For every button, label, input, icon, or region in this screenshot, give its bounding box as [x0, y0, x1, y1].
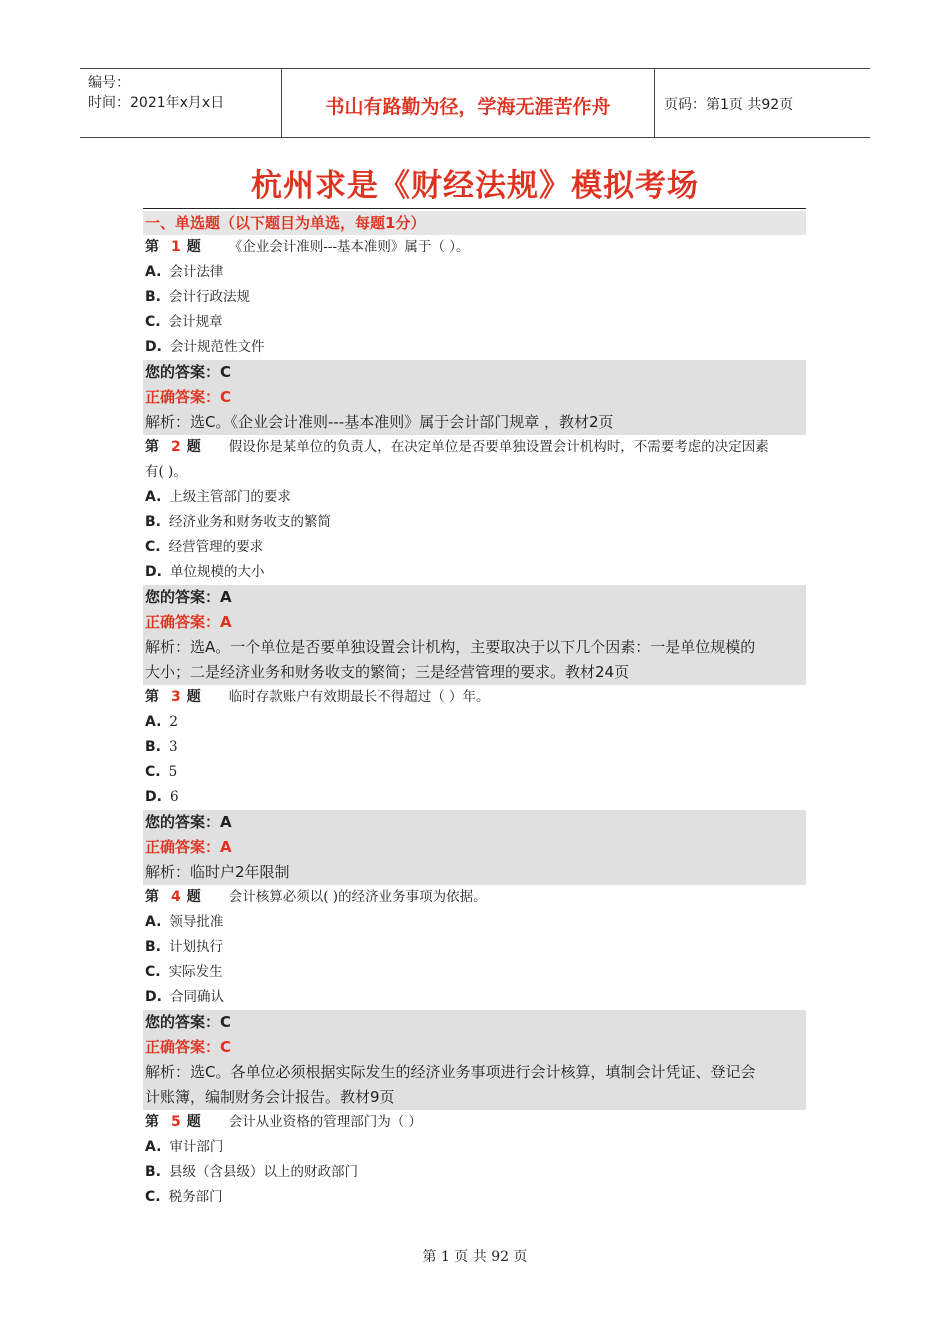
your-answer-label: 您的答案： [145, 1013, 221, 1031]
option-text: 县级（含县级）以上的财政部门 [169, 1164, 358, 1180]
question-suffix: 题 [186, 239, 201, 255]
option-text: 税务部门 [168, 1189, 223, 1205]
answer-option[interactable] [143, 310, 806, 335]
option-text: 单位规模的大小 [169, 564, 265, 580]
question-number [145, 1110, 201, 1135]
option-letter: B. [145, 939, 161, 955]
answer-option[interactable] [143, 960, 806, 985]
correct-answer [143, 1035, 806, 1060]
option-text: 领导批准 [169, 914, 224, 930]
option-text: 2 [169, 714, 179, 730]
correct-answer-value: A [220, 613, 232, 631]
correct-answer-label: 正确答案： [145, 1038, 221, 1056]
correct-answer-value: C [220, 388, 232, 406]
option-letter: C. [145, 1189, 161, 1205]
correct-answer-value: C [220, 1038, 232, 1056]
header-page-cell [654, 69, 870, 137]
question-block [143, 235, 806, 435]
question-suffix: 题 [186, 439, 201, 455]
question-index: 2 [171, 439, 181, 455]
answer-option[interactable] [143, 735, 806, 760]
option-letter: C. [145, 539, 161, 555]
option-text: 6 [169, 789, 179, 805]
answer-option[interactable] [143, 910, 806, 935]
correct-answer [143, 385, 806, 410]
explanation-line: 计账簿，编制财务会计报告。教材9页 [145, 1088, 395, 1106]
explanation-line: 解析：选C。《企业会计准则---基本准则》属于会计部门规章 ，教材2页 [145, 413, 614, 431]
question-number [145, 685, 201, 710]
question-text: 会计核算必须以( )的经济业务事项为依据。 [228, 889, 487, 905]
option-letter: D. [145, 339, 162, 355]
option-letter: B. [145, 289, 161, 305]
question-text-tail: 有( )。 [145, 464, 187, 480]
question-header [143, 1110, 806, 1135]
question-index: 1 [171, 239, 181, 255]
answer-option[interactable] [143, 1185, 806, 1210]
answer-option[interactable] [143, 785, 806, 810]
option-letter: C. [145, 764, 161, 780]
answer-option[interactable] [143, 760, 806, 785]
answer-option[interactable] [143, 335, 806, 360]
correct-answer-value: A [220, 838, 232, 856]
question-block [143, 685, 806, 885]
title-divider [143, 208, 806, 209]
answer-option[interactable] [143, 485, 806, 510]
answer-panel [143, 585, 806, 685]
question-prefix: 第 [145, 239, 159, 255]
option-letter: B. [145, 1164, 161, 1180]
your-answer-value: A [220, 813, 232, 831]
question-header [143, 435, 806, 460]
explanation-line: 解析：临时户2年限制 [145, 863, 290, 881]
question-text-continued [143, 460, 806, 485]
answer-option[interactable] [143, 1135, 806, 1160]
correct-answer-label: 正确答案： [145, 613, 221, 631]
option-text: 合同确认 [169, 989, 224, 1005]
answer-panel [143, 360, 806, 435]
question-index: 3 [171, 689, 181, 705]
option-text: 经营管理的要求 [168, 539, 264, 555]
question-number [145, 885, 201, 910]
explanation-line: 大小；二是经济业务和财务收支的繁简；三是经营管理的要求。教材24页 [145, 663, 630, 681]
answer-option[interactable] [143, 285, 806, 310]
answer-option[interactable] [143, 985, 806, 1010]
question-index: 5 [171, 1114, 181, 1130]
your-answer-label: 您的答案： [145, 363, 221, 381]
option-letter: B. [145, 514, 161, 530]
page-title: 杭州求是《财经法规》模拟考场 [251, 168, 699, 204]
question-prefix: 第 [145, 439, 159, 455]
option-letter: A. [145, 264, 162, 280]
option-text: 3 [169, 739, 178, 755]
header-meta-cell [80, 69, 280, 137]
question-prefix: 第 [145, 689, 159, 705]
option-text: 会计规章 [168, 314, 223, 330]
motto: 书山有路勤为径，学海无涯苦作舟 [325, 96, 611, 118]
your-answer [143, 360, 806, 385]
question-text: 会计从业资格的管理部门为（ ） [228, 1114, 423, 1130]
option-letter: D. [145, 989, 162, 1005]
section-heading: 一、单选题（以下题目为单选，每题1分） [143, 211, 806, 235]
answer-option[interactable] [143, 535, 806, 560]
option-letter: D. [145, 564, 162, 580]
answer-option[interactable] [143, 710, 806, 735]
option-letter: A. [145, 1139, 162, 1155]
option-text: 会计行政法规 [169, 289, 250, 305]
question-text: 临时存款账户有效期最长不得超过（ ）年。 [228, 689, 490, 705]
option-text: 会计法律 [169, 264, 224, 280]
question-block [143, 885, 806, 1110]
number-label: 编号： [88, 75, 130, 91]
question-prefix: 第 [145, 889, 159, 905]
option-text: 会计规范性文件 [169, 339, 265, 355]
question-suffix: 题 [186, 889, 201, 905]
option-letter: A. [145, 714, 162, 730]
question-header [143, 885, 806, 910]
answer-panel [143, 1010, 806, 1110]
question-header [143, 685, 806, 710]
option-letter: C. [145, 964, 161, 980]
your-answer-value: A [220, 588, 232, 606]
correct-answer [143, 610, 806, 635]
question-number [145, 235, 201, 260]
question-index: 4 [171, 889, 181, 905]
question-number [145, 435, 201, 460]
option-letter: A. [145, 914, 162, 930]
your-answer [143, 585, 806, 610]
correct-answer-label: 正确答案： [145, 838, 221, 856]
explanation-line: 解析：选C。各单位必须根据实际发生的经济业务事项进行会计核算，填制会计凭证、登记会 [145, 1063, 756, 1081]
time-label: 时间：2021年x月x日 [88, 95, 225, 111]
page-footer: 第 1 页 共 92 页 [422, 1249, 528, 1265]
option-text: 实际发生 [168, 964, 223, 980]
option-text: 计划执行 [169, 939, 223, 955]
question-suffix: 题 [186, 1114, 201, 1130]
option-letter: B. [145, 739, 161, 755]
question-block [143, 1110, 806, 1210]
question-suffix: 题 [186, 689, 201, 705]
answer-option[interactable] [143, 935, 806, 960]
option-text: 审计部门 [169, 1139, 224, 1155]
your-answer-value: C [220, 363, 232, 381]
answer-panel [143, 810, 806, 885]
your-answer-label: 您的答案： [145, 813, 221, 831]
question-block [143, 435, 806, 685]
option-text: 5 [168, 764, 178, 780]
question-prefix: 第 [145, 1114, 159, 1130]
question-text: 《企业会计准则---基本准则》属于（ ）。 [228, 239, 470, 255]
answer-option[interactable] [143, 560, 806, 585]
answer-option[interactable] [143, 260, 806, 285]
option-letter: A. [145, 489, 162, 505]
option-letter: D. [145, 789, 162, 805]
correct-answer-label: 正确答案： [145, 388, 221, 406]
header-motto-cell [281, 69, 655, 137]
option-text: 上级主管部门的要求 [169, 489, 291, 505]
your-answer [143, 1010, 806, 1035]
option-letter: C. [145, 314, 161, 330]
your-answer-value: C [220, 1013, 232, 1031]
correct-answer [143, 835, 806, 860]
question-text: 假设你是某单位的负责人，在决定单位是否要单独设置会计机构时，不需要考虑的决定因素 [228, 439, 769, 455]
question-header [143, 235, 806, 260]
document-header [80, 68, 870, 138]
answer-option[interactable] [143, 1160, 806, 1185]
option-text: 经济业务和财务收支的繁简 [169, 514, 331, 530]
your-answer-label: 您的答案： [145, 588, 221, 606]
page-info: 页码：第1页 共92页 [664, 97, 794, 113]
question-list [143, 235, 806, 1210]
explanation-line: 解析：选A。一个单位是否要单独设置会计机构，主要取决于以下几个因素：一是单位规模的 [145, 638, 756, 656]
answer-option[interactable] [143, 510, 806, 535]
your-answer [143, 810, 806, 835]
